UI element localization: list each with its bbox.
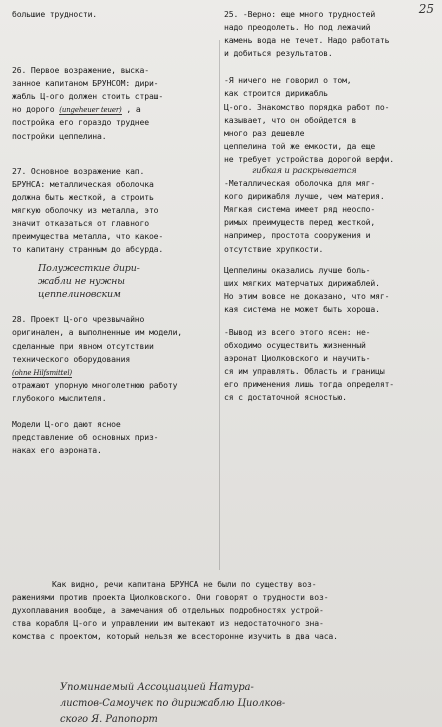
text-line: 26. Первое возражение, выска- bbox=[12, 65, 149, 76]
handwritten-insert: (ohne Hilfsmittel) bbox=[12, 368, 73, 377]
text-line: кого дирижабля лучше, чем материя. bbox=[224, 191, 385, 202]
right-paragraph-25 bbox=[224, 8, 434, 60]
text-line: много раз дешевле bbox=[224, 127, 305, 138]
text-line: БРУНСА: металлическая оболочка bbox=[12, 178, 154, 189]
conclusion-paragraph bbox=[12, 578, 432, 643]
text-line: отражают упорную многолетнюю работу bbox=[12, 379, 178, 390]
text-line: глубокого мыслителя. bbox=[12, 392, 107, 403]
handwritten-signature: ского Я. Рапопорт bbox=[60, 714, 158, 725]
handwritten-line: Упоминаемый Ассоциацией Натура- bbox=[60, 682, 254, 693]
page-number: 25 bbox=[418, 2, 434, 16]
text-line: занное капитаном БРУНСОМ: дири- bbox=[12, 78, 159, 89]
text-line: отсутствие хрупкости. bbox=[224, 243, 324, 254]
right-column bbox=[224, 8, 434, 405]
text-line: комства с проектом, который нельзя же всесторонне изучить в два часа. bbox=[12, 631, 338, 642]
left-paragraph-28 bbox=[12, 313, 216, 405]
text-line: значит отказаться от главного bbox=[12, 218, 149, 229]
text-line: Модели Ц-ого дают ясное bbox=[12, 418, 121, 429]
text-line: 25. -Верно: еще много трудностей bbox=[224, 9, 376, 19]
text-line: Но этим вовсе не доказано, что мяг- bbox=[224, 290, 390, 301]
right-paragraph-28 bbox=[224, 326, 434, 405]
text-fragment: но дорого bbox=[12, 104, 55, 115]
text-line: сделанные при явном отсутствии bbox=[12, 340, 154, 351]
text-line: Цеппелины оказались лучше боль- bbox=[224, 264, 371, 275]
text-line: духоплавания вообще, а замечания об отдельных подробностях устрой- bbox=[12, 605, 324, 616]
text-line: мягкую оболочку из металла, это bbox=[12, 204, 159, 215]
text-line: ся с достаточной ясностью. bbox=[224, 392, 347, 403]
left-paragraph-models bbox=[12, 418, 216, 457]
text-line: -Вывод из всего этого ясен: не- bbox=[224, 326, 371, 337]
text-line: надо преодолеть. Но под лежачий bbox=[224, 22, 371, 33]
text-line: оригинален, а выполненные им модели, bbox=[12, 327, 183, 338]
text-line: Мягкая система имеет ряд неоспо- bbox=[224, 204, 376, 215]
text-line: римых преимуществ перед жесткой, bbox=[224, 217, 376, 228]
text-line: -Я ничего не говорил о том, bbox=[224, 75, 352, 86]
text-line: кая система не может быть хороша. bbox=[224, 303, 380, 314]
text-line: и добиться результатов. bbox=[224, 48, 333, 59]
text-line: обходимо осуществить жизненный bbox=[224, 340, 366, 351]
right-paragraph-27 bbox=[224, 177, 434, 316]
text-line: то капитану странным до абсурда. bbox=[12, 244, 164, 255]
text-line: технического оборудования bbox=[12, 353, 131, 364]
text-line: 28. Проект Ц-ого чрезвычайно bbox=[12, 314, 145, 325]
left-column bbox=[12, 8, 216, 457]
right-handwritten-note: гибкая и раскрывается bbox=[252, 166, 357, 177]
right-paragraph-26 bbox=[224, 74, 434, 166]
handwritten-line: жабли не нужны bbox=[38, 276, 125, 288]
text-line: -Металлическая оболочка для мяг- bbox=[224, 178, 376, 189]
text-line: цеппелина той же емкости, да еще bbox=[224, 140, 376, 151]
text-line: Ц-ого. Знакомство порядка работ по- bbox=[224, 101, 390, 112]
text-line: не требует устройства дорогой верфи. bbox=[224, 153, 395, 164]
text-line: аэронат Циолковского и научить- bbox=[224, 353, 371, 364]
text-line: постройки цеппелина. bbox=[12, 130, 107, 141]
handwritten-line: листов-Самоучек по дирижаблю Циолков- bbox=[60, 698, 286, 709]
handwritten-line: Полужесткие дири- bbox=[38, 263, 140, 275]
handwritten-line: цеппелиновским bbox=[38, 289, 121, 301]
text-line: казывает, что он обойдется в bbox=[224, 114, 357, 125]
text-line: постройка его гораздо труднее bbox=[12, 117, 149, 128]
text-fragment: , а bbox=[126, 104, 141, 115]
text-line: его применения лишь тогда определят- bbox=[224, 379, 395, 390]
text-line: ся им управлять. Область и границы bbox=[224, 366, 385, 377]
left-paragraph-26 bbox=[12, 64, 216, 143]
left-handwritten-note bbox=[38, 262, 216, 301]
text-line bbox=[12, 103, 216, 116]
handwritten-footer bbox=[60, 680, 430, 727]
text-line: 27. Основное возражение кап. bbox=[12, 165, 145, 176]
text-line: представление об основных приз- bbox=[12, 432, 159, 443]
text-line: как строится дирижабль bbox=[224, 88, 328, 99]
left-paragraph-27 bbox=[12, 165, 216, 257]
text-line: должна быть жесткой, а строить bbox=[12, 191, 154, 202]
text-line: например, простота сооружения и bbox=[224, 230, 371, 241]
text-line: ражениями против проекта Циолковского. Они говорят о трудности воз- bbox=[12, 592, 329, 603]
text-line: преимущества металла, что какое- bbox=[12, 231, 164, 242]
left-top-line: большие трудности. bbox=[12, 9, 98, 19]
text-line: наках его аэроната. bbox=[12, 445, 102, 456]
text-line: ших мягких матерчатых дирижаблей. bbox=[224, 277, 380, 288]
text-line: Как видно, речи капитана БРУНСА не были по существу воз- bbox=[52, 579, 317, 589]
column-divider bbox=[219, 40, 220, 570]
handwritten-insert: (ungeheuer teuer) bbox=[59, 106, 122, 115]
text-line: ства корабля Ц-ого и управлении им вытекают из недостаточного зна- bbox=[12, 618, 324, 629]
text-line: жабль Ц-ого должен стоить страш- bbox=[12, 91, 164, 102]
text-line bbox=[12, 366, 216, 379]
text-line: камень вода не течет. Надо работать bbox=[224, 35, 390, 46]
